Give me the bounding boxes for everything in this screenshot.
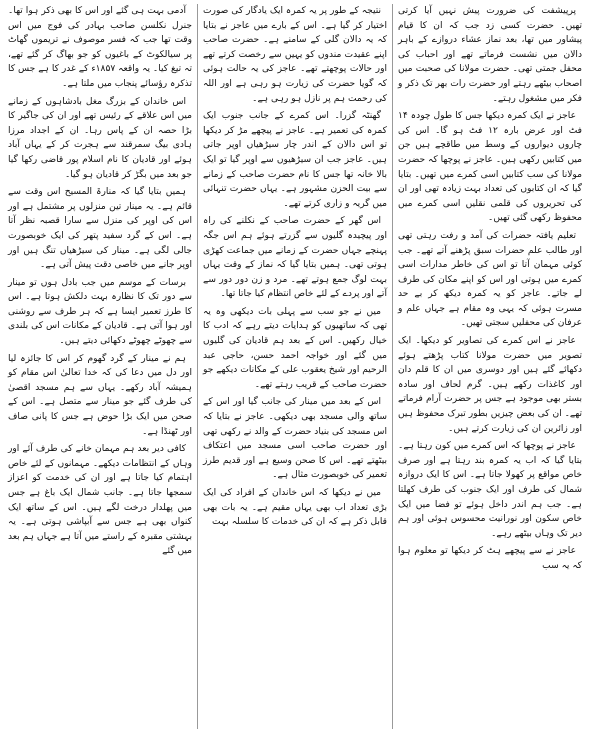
paragraph: اس خاندان کے بزرگ مغل بادشاہوں کے زمانے میں اس علاقے کے رئیس تھے اور ان کی جاگیر کا بڑا حصہ ان کے پاس رہا۔ ان کے اجداد مرزا ہادی بیگ سمرقند سے ہجرت کر کے یہاں آباد ہوئے اور قادیان کا نام اسلام پور قاضی رکھا گیا جو بعد میں بگڑ کر قادیان ہو گیا۔ — [8, 96, 192, 180]
paragraph: کافی دیر بعد ہم مہمان خانے کی طرف آئے اور وہاں کے انتظامات دیکھے۔ مہمانوں کے لئے خاص اہتمام کیا جاتا ہے اور ان کی خدمت کو اعزاز سمجھا جاتا ہے۔ جانب شمال ایک باغ ہے جس میں پھلدار درخت لگے ہیں۔ اس کے ساتھ ایک کنواں بھی ہے جس سے آبپاشی ہوتی ہے۔ یہ بہشتی مقبرہ کے راستے میں آتا ہے جہاں ہم بعد میں گئے — [8, 444, 192, 557]
paragraph: آدمی بہت ہی گئے اور اس کا بھی ذکر ہوا تھا۔ جنرل نکلسن صاحب بہادر کی فوج میں اس وقت تھا جب کہ فسر موصوف نے تریموں گھاٹ پر سیالکوٹ کے باغیوں کو جو بھاگ کر گئے تھے، تہ تیغ کیا۔ یہ واقعہ ۱۸۵۷ء کے غدر کا ہے جس کا تذکرہ رؤسائے پنجاب میں ملتا ہے۔ — [8, 6, 192, 89]
text-column-right — [393, 4, 587, 729]
paragraph: عاجز نے اس کمرے کی تصاویر کو دیکھا۔ ایک تصویر میں حضرت مولانا کتاب پڑھتے ہوئے دکھائے گئے ہیں اور دوسری میں ان کا قلم دان اور کاغذات رکھے ہیں۔ گرم لحاف اور سادہ بستر بھی موجود ہے جس پر حضرت آرام فرماتے تھے۔ ان کی بعض چیزیں بطور تبرک محفوظ ہیں اور زائرین ان کی زیارت کرتے ہیں۔ — [398, 336, 582, 434]
paragraph: نتیجہ کے طور پر یہ کمرہ ایک یادگار کی صورت اختیار کر گیا ہے۔ اس کے بارے میں عاجز نے بتایا کہ یہ دالان گلی کے سامنے ہے۔ حضرت صاحب اپنے عقیدت مندوں کو یہیں سے رخصت کرتے تھے اور حالات پوچھتے تھے۔ عاجز کی یہ حالت ہوئی کہ گویا حضرت کی زیارت ہو رہی ہے اور اللہ کی رحمت ہم پر نازل ہو رہی ہے۔ — [203, 6, 387, 104]
paragraph: اس کے بعد میں مینار کی جانب گیا اور اس کے ساتھ والی مسجد بھی دیکھی۔ عاجز نے بتایا کہ اس مسجد کی بنیاد حضرت کے والد نے رکھی تھی اور حضرت صاحب اسی مسجد میں اعتکاف بیٹھتے تھے۔ اس کا صحن وسیع ہے اور قدیم طرز تعمیر کی خوبصورت مثال ہے۔ — [203, 397, 387, 481]
paragraph: اس گھر کے حضرت صاحب کے نکلنے کی راہ اور پیچیدہ گلیوں سے گزرتے ہوئے ہم اس جگہ پہنچے جہاں حضرت کے زمانے میں جماعت کھڑی ہوتی تھی۔ ہمیں بتایا گیا کہ نماز کے وقت یہاں بہت لوگ جمع ہوتے تھے۔ مرد و زن دور دور سے آتے اور پردے کے لئے خاص انتظام کیا جاتا تھا۔ — [203, 216, 387, 300]
paragraph: عاجز نے سے پیچھے ہٹ کر دیکھا تو معلوم ہوا کہ یہ سب — [398, 546, 582, 571]
paragraph: میں نے جو سب سے پہلی بات دیکھی وہ یہ تھی کہ ساتھیوں کو ہدایات دیتے رہے کہ ادب کا خیال رکھیں۔ اس کے بعد ہم قادیان کی گلیوں میں گئے اور خواجہ احمد حسن، حاجی عبد الرحیم اور شیخ یعقوب علی کے مکانات دیکھے جو حضرت صاحب کے قریب رہتے تھے۔ — [203, 306, 387, 390]
paragraph: برسات کے موسم میں جب بادل ہوں تو مینار سے دور تک کا نظارہ بہت دلکش ہوتا ہے۔ اس کا طرز تعمیر ایسا ہے کہ ہر طرف سے روشنی اور ہوا آتی ہے۔ قادیان کے مکانات اس کی بلندی سے چھوٹے چھوٹے دکھائی دیتے ہیں۔ — [8, 277, 192, 347]
paragraph: پرپیشفت کی ضرورت پیش نہیں آیا کرتی تھیں۔ حضرت کسی زد جب کہ ان کا قیام پیشاور میں تھا، بعد نماز عشاء دروازے کے باہر دالان میں نشست فرماتے تھے اور احباب کی محفل جمتی تھی۔ حضرت مولانا کی صحبت میں اصحاب بیٹھے رہتے اور حضرت رات بھر تک ذکر و فکر میں مشغول رہتے۔ — [398, 6, 582, 104]
paragraph: ہمیں بتایا گیا کہ منارۃ المسیح اس وقت سے قائم ہے۔ یہ مینار تین منزلوں پر مشتمل ہے اور اس کی اوپر کی منزل سے سارا قصبہ نظر آتا ہے۔ اس کے گرد سفید پتھر کی ایک خوبصورت جالی لگی ہے۔ مینار کی سیڑھیاں تنگ ہیں اور اوپر جانے میں خاصی دقت پیش آتی ہے۔ — [8, 187, 192, 271]
paragraph: ہم نے مینار کے گرد گھوم کر اس کا جائزہ لیا اور دل میں دعا کی کہ خدا تعالیٰ اس مقام کو ہمیشہ آباد رکھے۔ یہاں سے ہم مسجد اقصیٰ کی طرف گئے جو مینار سے متصل ہے۔ اس کے صحن میں ایک بڑا حوض ہے جس کا پانی صاف اور ٹھنڈا ہے۔ — [8, 353, 192, 437]
text-column-middle — [198, 4, 393, 729]
paragraph: تعلیم یافتہ حضرات کی آمد و رفت رہتی تھی اور طالب علم حضرات سبق پڑھنے آتے تھے۔ جب کوئی مہمان آتا تو اس کی خاطر مدارات اسی کمرے میں ہوتی اور اس کو اپنے مکان کی طرف لے جاتے۔ عاجز کو یہ کمرہ دیکھ کر بے حد مسرت ہوئی کہ یہی وہ مقام ہے جہاں علم و عرفان کی محفلیں سجتی تھیں۔ — [398, 230, 582, 329]
paragraph: عاجز نے پوچھا کہ اس کمرے میں کون رہتا ہے۔ بتایا گیا کہ اب یہ کمرہ بند رہتا ہے اور صرف خاص مواقع پر کھولا جاتا ہے۔ اس کا ایک دروازہ شمال کی طرف اور ایک جنوب کی طرف کھلتا ہے۔ جب ہم اندر داخل ہوئے تو فضا میں ایک خاص سکون اور نورانیت محسوس ہوئی اور ہم دیر تک وہاں بیٹھے رہے۔ — [398, 441, 582, 539]
paragraph: میں نے دیکھا کہ اس خاندان کے افراد کی ایک بڑی تعداد اب بھی یہاں مقیم ہے۔ یہ بات بھی قابل ذکر ہے کہ ان کی خدمات کا سلسلہ بہت — [203, 488, 387, 528]
paragraph: عاجز نے ایک کمرہ دیکھا جس کا طول چودہ ۱۴ فٹ اور عرض بارہ ۱۲ فٹ ہو گا۔ اس کی چاروں دیواروں کے وسط میں طاقچے ہیں جن میں کتابیں رکھی ہیں۔ عاجز نے پوچھا کہ حضرت مولانا کی سب کتابیں اسی کمرے میں تھیں۔ بتایا گیا کہ ان کتابوں کی تعداد بہت زیادہ تھی اور ان کی تحریروں کی قلمی نقلیں اسی کمرے میں محفوظ رکھی گئی تھیں۔ — [398, 111, 582, 224]
paragraph: گھنٹہ گزرا۔ اس کمرے کے جانب جنوب ایک کمرہ کی تعمیر ہے۔ عاجز نے پیچھے مڑ کر دیکھا تو اس دالان کے اندر چار سیڑھیاں اوپر جاتی ہیں۔ عاجز جب ان سیڑھیوں سے اوپر گیا تو ایک بالا خانہ تھا جس کا نام حضرت صاحب کے زمانے سے بیت الحزن مشہور ہے۔ یہاں حضرت تنہائی میں گریہ و زاری کرتے تھے۔ — [203, 111, 387, 209]
text-column-left — [3, 4, 198, 729]
